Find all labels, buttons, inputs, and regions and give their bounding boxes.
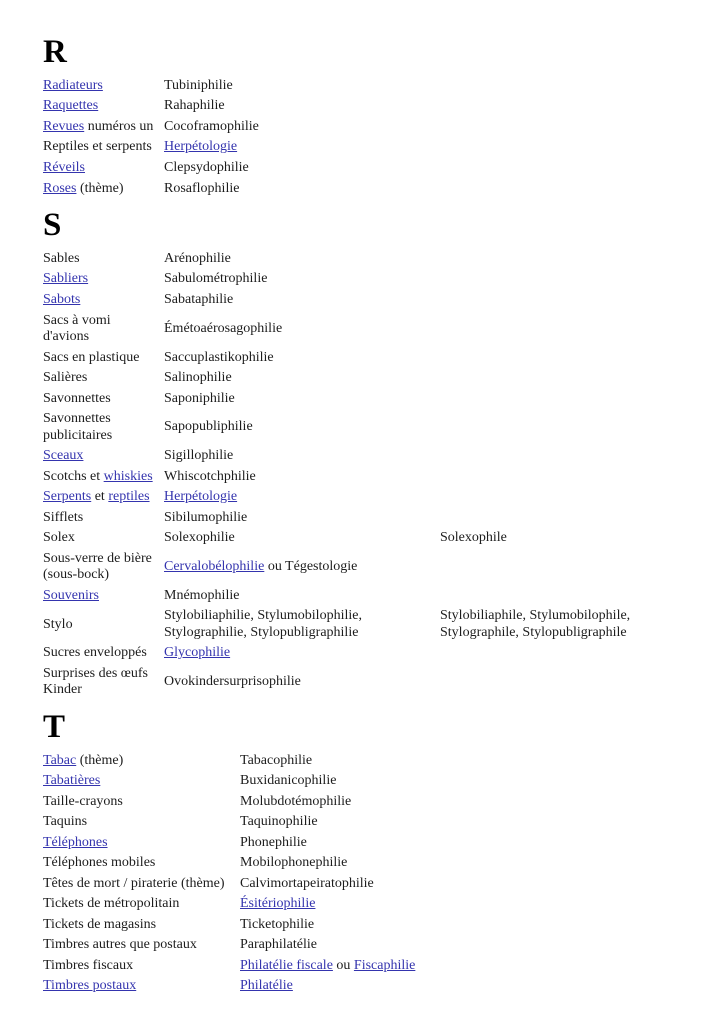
collection-name-cell: [164, 179, 494, 200]
collector-name-cell: [440, 311, 713, 348]
wiki-link[interactable]: Timbres postaux: [43, 978, 137, 994]
collection-name-cell: [240, 792, 570, 813]
table-row: [43, 269, 713, 290]
table-row: [43, 874, 570, 895]
collection-name-cell: [164, 487, 440, 508]
collection-name-cell: [164, 290, 440, 311]
collection-name-cell: [164, 528, 440, 549]
plain-text: Taille-crayons: [43, 793, 123, 809]
table-row: [43, 812, 570, 833]
collection-name-cell: [240, 874, 570, 895]
wiki-link[interactable]: Philatélie fiscale: [240, 957, 333, 973]
table-row: [43, 833, 570, 854]
object-cell: [43, 117, 164, 138]
plain-text: Stylo: [43, 616, 73, 632]
plain-text: Sucres enveloppés: [43, 645, 147, 661]
plain-text: Scotchs et: [43, 468, 104, 484]
collector-name-cell: [440, 606, 713, 643]
plain-text: Clepsydophilie: [164, 160, 249, 175]
plain-text: Rahaphilie: [164, 98, 225, 114]
wiki-link[interactable]: Raquettes: [43, 98, 99, 114]
plain-text: Arénophilie: [164, 250, 231, 266]
table-row: [43, 508, 713, 529]
collection-name-cell: [164, 508, 440, 529]
plain-text: ou: [332, 957, 354, 973]
object-cell: [43, 586, 164, 607]
object-cell: [43, 368, 164, 389]
plain-text: Tickets de magasins: [43, 916, 157, 932]
plain-text: (thème): [76, 752, 124, 768]
plain-text: ou Tégestologie: [264, 558, 358, 574]
plain-text: Sous-verre de bière (sous-bock): [43, 550, 152, 583]
collection-name-cell: [164, 311, 440, 348]
table-row: [43, 894, 570, 915]
collection-name-cell: [164, 549, 440, 586]
plain-text: Saponiphilie: [164, 390, 235, 406]
wiki-link[interactable]: reptiles: [108, 489, 150, 505]
plain-text: Buxidanicophilie: [240, 773, 337, 789]
collection-name-cell: [164, 467, 440, 488]
object-cell: [43, 389, 164, 410]
plain-text: Émétoaérosagophilie: [164, 320, 283, 336]
collection-name-cell: [164, 586, 440, 607]
plain-text: Sables: [43, 250, 80, 266]
table-row: [43, 117, 494, 138]
table-row: [43, 137, 494, 158]
plain-text: Paraphilatélie: [240, 937, 317, 953]
plain-text: Cocoframophilie: [164, 118, 259, 134]
plain-text: Calvimortapeiratophilie: [240, 875, 374, 891]
plain-text: Timbres fiscaux: [43, 957, 134, 973]
collection-name-cell: [164, 643, 440, 664]
plain-text: Mnémophilie: [164, 587, 240, 603]
collection-name-cell: [164, 249, 440, 270]
collection-name-cell: [164, 269, 440, 290]
object-cell: [43, 812, 240, 833]
plain-text: Tickets de métropolitain: [43, 896, 180, 912]
object-cell: [43, 935, 240, 956]
plain-text: Sifflets: [43, 509, 84, 525]
object-cell: [43, 751, 240, 772]
plain-text: Tabacophilie: [240, 752, 313, 768]
object-cell: [43, 853, 240, 874]
collection-name-cell: [164, 96, 494, 117]
object-cell: [43, 549, 164, 586]
table-row: [43, 976, 570, 997]
table-row: [43, 446, 713, 467]
object-cell: [43, 179, 164, 200]
table-row: [43, 751, 570, 772]
object-cell: [43, 311, 164, 348]
section-heading-t: T: [43, 708, 66, 745]
object-cell: [43, 528, 164, 549]
wiki-link[interactable]: Tabac: [43, 752, 77, 768]
object-cell: [43, 137, 164, 158]
plain-text: Solexophile: [440, 530, 507, 546]
section-heading-r: R: [43, 34, 67, 70]
table-row: [43, 311, 713, 348]
table-row: [43, 643, 713, 664]
collector-name-cell: [440, 249, 713, 270]
object-cell: [43, 446, 164, 467]
plain-text: Tubiniphilie: [164, 77, 233, 93]
object-cell: [43, 956, 240, 977]
collection-name-cell: [240, 833, 570, 854]
collection-name-cell: [164, 606, 440, 643]
object-cell: [43, 96, 164, 117]
collector-name-cell: [440, 467, 713, 488]
wiki-link[interactable]: Souvenirs: [43, 587, 99, 603]
plain-text: Whiscotchphilie: [164, 468, 256, 484]
wiki-link[interactable]: Revues: [43, 118, 85, 134]
collector-name-cell: [440, 487, 713, 508]
collector-name-cell: [440, 368, 713, 389]
object-cell: [43, 348, 164, 369]
object-cell: [43, 976, 240, 997]
wiki-link[interactable]: Sabliers: [43, 271, 89, 287]
collections-list: [43, 34, 703, 997]
wiki-link[interactable]: Serpents: [43, 489, 92, 505]
wiki-link[interactable]: whiskies: [103, 468, 153, 484]
object-cell: [43, 771, 240, 792]
plain-text: Solexophilie: [164, 530, 235, 546]
table-row: [43, 792, 570, 813]
collections-table-s: [43, 249, 713, 701]
collector-name-cell: [440, 389, 713, 410]
plain-text: Ticketophilie: [240, 916, 315, 932]
plain-text: Stylobiliaphilie, Stylumobilophilie, Stylographilie, Stylopubligraphilie: [164, 608, 362, 640]
plain-text: Taquinophilie: [240, 814, 318, 830]
object-cell: [43, 269, 164, 290]
collection-name-cell: [164, 76, 494, 97]
collections-table-t: [43, 751, 570, 997]
wiki-link[interactable]: Fiscaphilie: [353, 957, 416, 973]
letter-section-r: [43, 34, 703, 199]
object-cell: [43, 409, 164, 446]
object-cell: [43, 915, 240, 936]
plain-text: Sigillophilie: [164, 448, 234, 464]
wiki-link[interactable]: Tabatières: [43, 773, 101, 789]
table-row: [43, 586, 713, 607]
table-row: [43, 935, 570, 956]
plain-text: Salières: [43, 370, 88, 386]
object-cell: [43, 467, 164, 488]
plain-text: Taquins: [43, 814, 88, 830]
collector-name-cell: [440, 269, 713, 290]
plain-text: Sacs à vomi d'avions: [43, 312, 111, 345]
object-cell: [43, 76, 164, 97]
plain-text: Molubdotémophilie: [240, 793, 352, 809]
collector-name-cell: [440, 586, 713, 607]
plain-text: Savonnettes: [43, 390, 111, 406]
collector-name-cell: [440, 409, 713, 446]
plain-text: Solex: [43, 530, 75, 546]
table-row: [43, 956, 570, 977]
plain-text: Saccuplastikophilie: [164, 349, 274, 365]
collection-name-cell: [164, 117, 494, 138]
collection-name-cell: [240, 956, 570, 977]
wiki-link[interactable]: Herpétologie: [164, 489, 238, 505]
table-row: [43, 409, 713, 446]
plain-text: Sabulométrophilie: [164, 271, 268, 287]
table-row: [43, 606, 713, 643]
collector-name-cell: [440, 643, 713, 664]
plain-text: Sapopubliphilie: [164, 419, 253, 435]
plain-text: Sabataphilie: [164, 292, 234, 307]
object-cell: [43, 508, 164, 529]
collector-name-cell: [440, 528, 713, 549]
collector-name-cell: [440, 508, 713, 529]
collection-name-cell: [240, 894, 570, 915]
collector-name-cell: [440, 664, 713, 701]
plain-text: Reptiles et serpents: [43, 139, 152, 155]
plain-text: Rosaflophilie: [164, 180, 240, 196]
object-cell: [43, 792, 240, 813]
letter-section-s: [43, 207, 703, 701]
wiki-link[interactable]: Sabots: [43, 292, 81, 307]
wiki-link[interactable]: Téléphones: [43, 834, 108, 850]
section-heading-s: S: [43, 207, 62, 244]
letter-section-t: [43, 709, 703, 997]
collection-name-cell: [240, 935, 570, 956]
wiki-link[interactable]: Philatélie: [240, 978, 293, 994]
collection-name-cell: [164, 158, 494, 179]
plain-text: Phonephilie: [240, 834, 307, 850]
plain-text: Mobilophonephilie: [240, 855, 348, 871]
object-cell: [43, 874, 240, 895]
wiki-link[interactable]: Réveils: [43, 160, 85, 175]
collection-name-cell: [164, 409, 440, 446]
object-cell: [43, 158, 164, 179]
table-row: [43, 664, 713, 701]
table-row: [43, 528, 713, 549]
wiki-link[interactable]: Glycophilie: [164, 645, 231, 661]
object-cell: [43, 833, 240, 854]
wiki-link[interactable]: Sceaux: [43, 448, 84, 464]
plain-text: (thème): [76, 180, 124, 196]
object-cell: [43, 894, 240, 915]
collector-name-cell: [440, 446, 713, 467]
plain-text: Timbres autres que postaux: [43, 937, 197, 953]
wiki-link[interactable]: Roses: [43, 180, 77, 196]
collection-name-cell: [164, 137, 494, 158]
object-cell: [43, 664, 164, 701]
plain-text: Surprises des œufs Kinder: [43, 665, 148, 698]
wiki-link[interactable]: Cervalobélophilie: [164, 558, 265, 574]
table-row: [43, 549, 713, 586]
collection-name-cell: [164, 348, 440, 369]
table-row: [43, 853, 570, 874]
collection-name-cell: [164, 368, 440, 389]
plain-text: Téléphones mobiles: [43, 855, 156, 871]
plain-text: Stylobiliaphile, Stylumobilophile, Stylographile, Stylopubligraphile: [440, 608, 631, 640]
collections-table-r: [43, 76, 494, 199]
collection-name-cell: [164, 664, 440, 701]
collector-name-cell: [440, 290, 713, 311]
table-row: [43, 389, 713, 410]
collection-name-cell: [164, 446, 440, 467]
table-row: [43, 96, 494, 117]
object-cell: [43, 643, 164, 664]
plain-text: numéros un: [84, 118, 154, 134]
table-row: [43, 158, 494, 179]
collector-name-cell: [440, 348, 713, 369]
table-row: [43, 179, 494, 200]
table-row: [43, 76, 494, 97]
object-cell: [43, 249, 164, 270]
plain-text: Savonnettes publicitaires: [43, 411, 113, 443]
table-row: [43, 368, 713, 389]
collection-name-cell: [240, 771, 570, 792]
wiki-link[interactable]: Herpétologie: [164, 139, 238, 155]
object-cell: [43, 606, 164, 643]
table-row: [43, 290, 713, 311]
wiki-link[interactable]: Ésitériophilie: [240, 896, 316, 912]
plain-text: Têtes de mort / piraterie (thème): [43, 875, 225, 891]
collector-name-cell: [440, 549, 713, 586]
collection-name-cell: [164, 389, 440, 410]
collection-name-cell: [240, 812, 570, 833]
table-row: [43, 487, 713, 508]
table-row: [43, 771, 570, 792]
plain-text: et: [91, 489, 109, 505]
collection-name-cell: [240, 751, 570, 772]
plain-text: Ovokindersurprisophilie: [164, 674, 301, 690]
object-cell: [43, 290, 164, 311]
table-row: [43, 249, 713, 270]
plain-text: Sacs en plastique: [43, 349, 140, 365]
collection-name-cell: [240, 976, 570, 997]
table-row: [43, 467, 713, 488]
table-row: [43, 348, 713, 369]
collection-name-cell: [240, 853, 570, 874]
object-cell: [43, 487, 164, 508]
collection-name-cell: [240, 915, 570, 936]
wiki-link[interactable]: Radiateurs: [43, 77, 103, 93]
plain-text: Salinophilie: [164, 370, 232, 386]
plain-text: Sibilumophilie: [164, 509, 248, 525]
table-row: [43, 915, 570, 936]
